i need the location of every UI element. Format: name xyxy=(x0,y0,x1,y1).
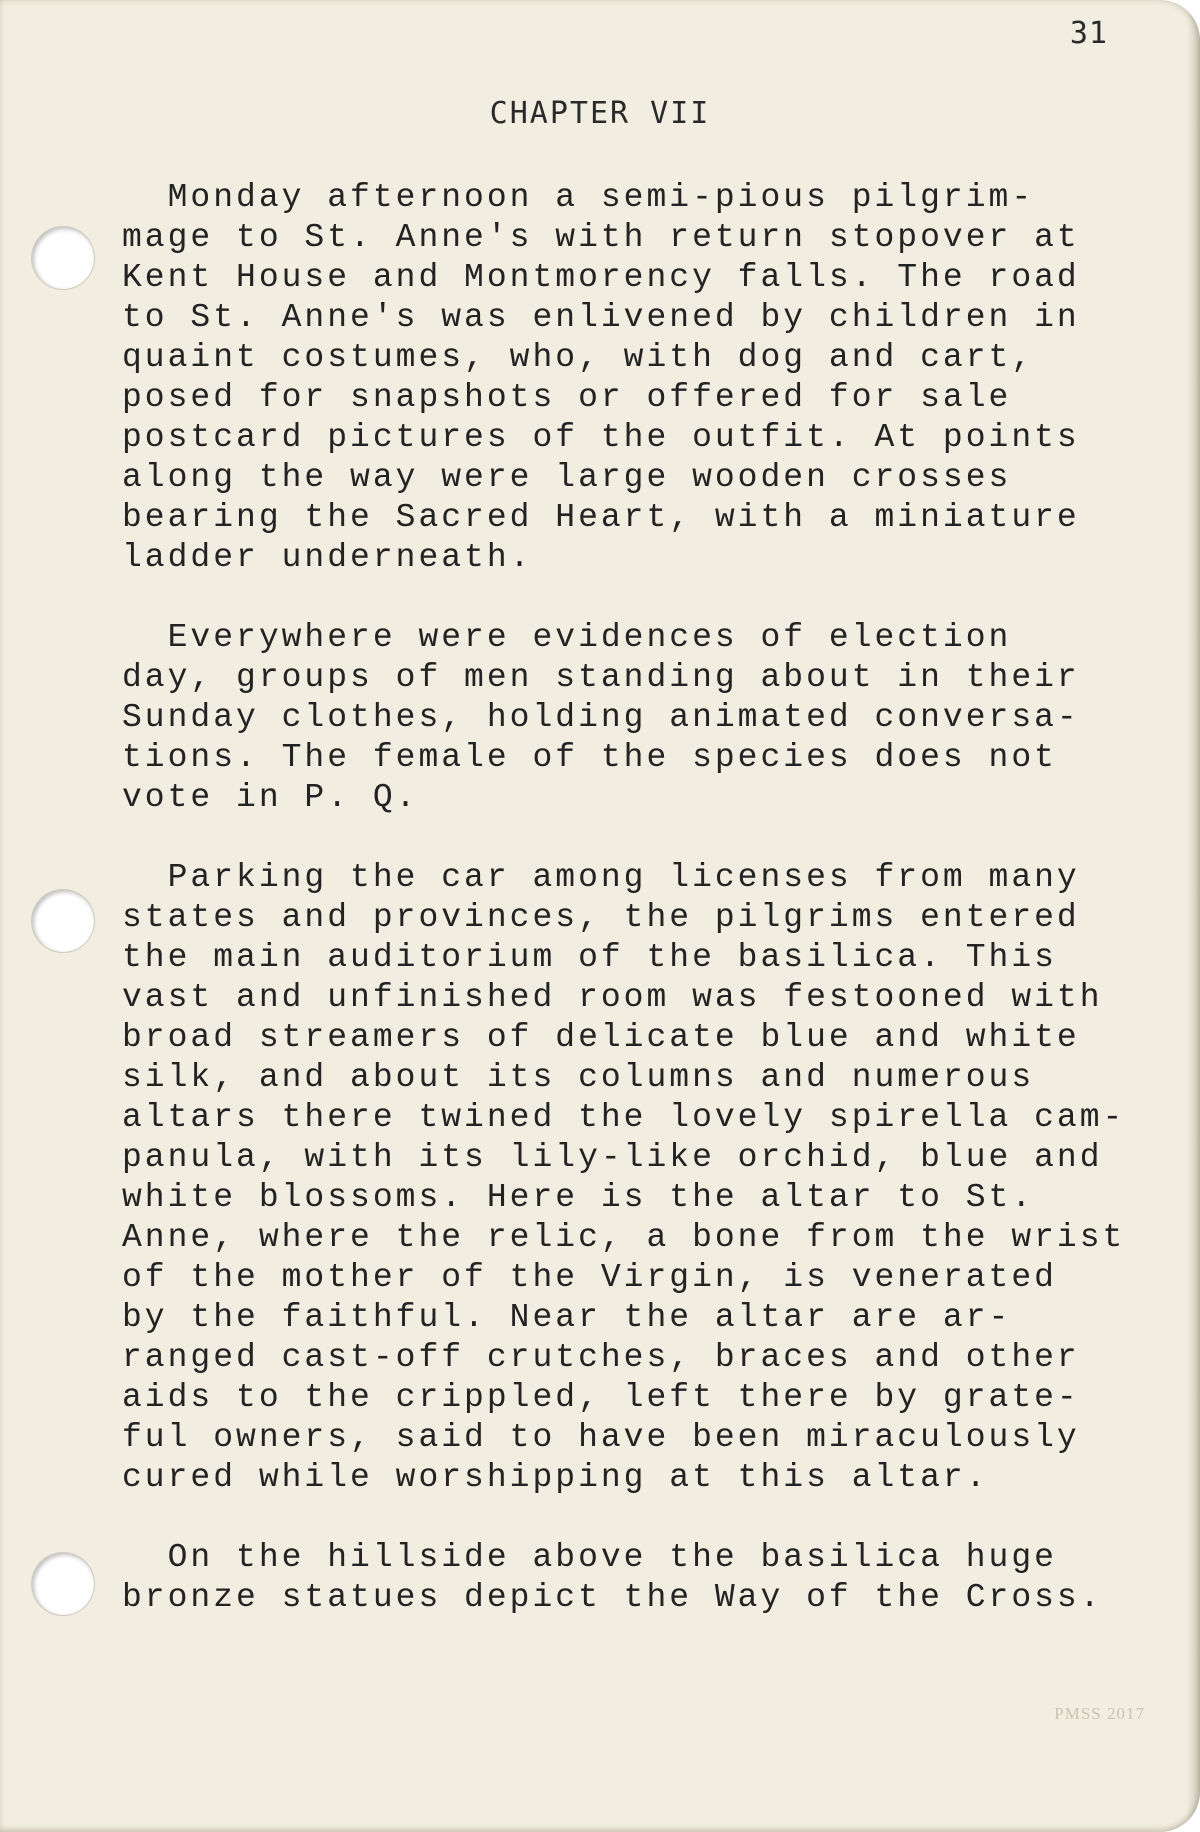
text-line: silk, and about its columns and numerous xyxy=(122,1059,1035,1096)
text-line: Kent House and Montmorency falls. The road xyxy=(122,259,1080,296)
page-edge-shadow xyxy=(1186,0,1200,1832)
text-line: by the faithful. Near the altar are ar- xyxy=(122,1299,1012,1336)
text-line: tions. The female of the species does not xyxy=(122,739,1057,776)
text-line: aids to the crippled, left there by grate- xyxy=(122,1379,1080,1416)
text-line: bronze statues depict the Way of the Cross. xyxy=(122,1579,1103,1616)
watermark: PMSS 2017 xyxy=(1054,1704,1145,1723)
text-line: posed for snapshots or offered for sale xyxy=(122,379,1012,416)
text-line: vote in P. Q. xyxy=(122,779,419,816)
text-line: cured while worshipping at this altar. xyxy=(122,1459,989,1496)
text-line: mage to St. Anne's with return stopover at xyxy=(122,219,1080,256)
binder-hole-top xyxy=(32,227,94,289)
text-line: the main auditorium of the basilica. This xyxy=(122,939,1057,976)
text-line: along the way were large wooden crosses xyxy=(122,459,1012,496)
binder-hole-bottom xyxy=(32,1553,94,1615)
text-line: white blossoms. Here is the altar to St. xyxy=(122,1179,1035,1216)
paragraph xyxy=(122,618,1182,818)
paragraph xyxy=(122,858,1182,1498)
page-number: 31 xyxy=(1069,16,1108,51)
text-line: bearing the Sacred Heart, with a miniature xyxy=(122,499,1080,536)
text-line: altars there twined the lovely spirella cam- xyxy=(122,1099,1126,1136)
text-line: Everywhere were evidences of election xyxy=(122,619,1012,656)
text-line: ladder underneath. xyxy=(122,539,533,576)
text-line: states and provinces, the pilgrims entered xyxy=(122,899,1080,936)
text-line: broad streamers of delicate blue and white xyxy=(122,1019,1080,1056)
text-line: day, groups of men standing about in their xyxy=(122,659,1080,696)
text-line: Parking the car among licenses from many xyxy=(122,859,1080,896)
text-line: postcard pictures of the outfit. At points xyxy=(122,419,1080,456)
paragraph xyxy=(122,178,1182,578)
text-line: On the hillside above the basilica huge xyxy=(122,1539,1057,1576)
text-line: panula, with its lily-like orchid, blue and xyxy=(122,1139,1103,1176)
binder-hole-middle xyxy=(32,890,94,952)
text-line: vast and unfinished room was festooned with xyxy=(122,979,1103,1016)
chapter-title: CHAPTER VII xyxy=(489,96,711,131)
text-line: quaint costumes, who, with dog and cart, xyxy=(122,339,1035,376)
text-line: Sunday clothes, holding animated conversa- xyxy=(122,699,1080,736)
text-line: ful owners, said to have been miraculously xyxy=(122,1419,1080,1456)
typed-body-text xyxy=(122,178,1182,1658)
text-line: of the mother of the Virgin, is venerated xyxy=(122,1259,1057,1296)
paragraph xyxy=(122,1538,1182,1618)
text-line: Monday afternoon a semi-pious pilgrim- xyxy=(122,179,1035,216)
text-line: to St. Anne's was enlivened by children in xyxy=(122,299,1080,336)
text-line: ranged cast-off crutches, braces and other xyxy=(122,1339,1080,1376)
text-line: Anne, where the relic, a bone from the wrist xyxy=(122,1219,1126,1256)
